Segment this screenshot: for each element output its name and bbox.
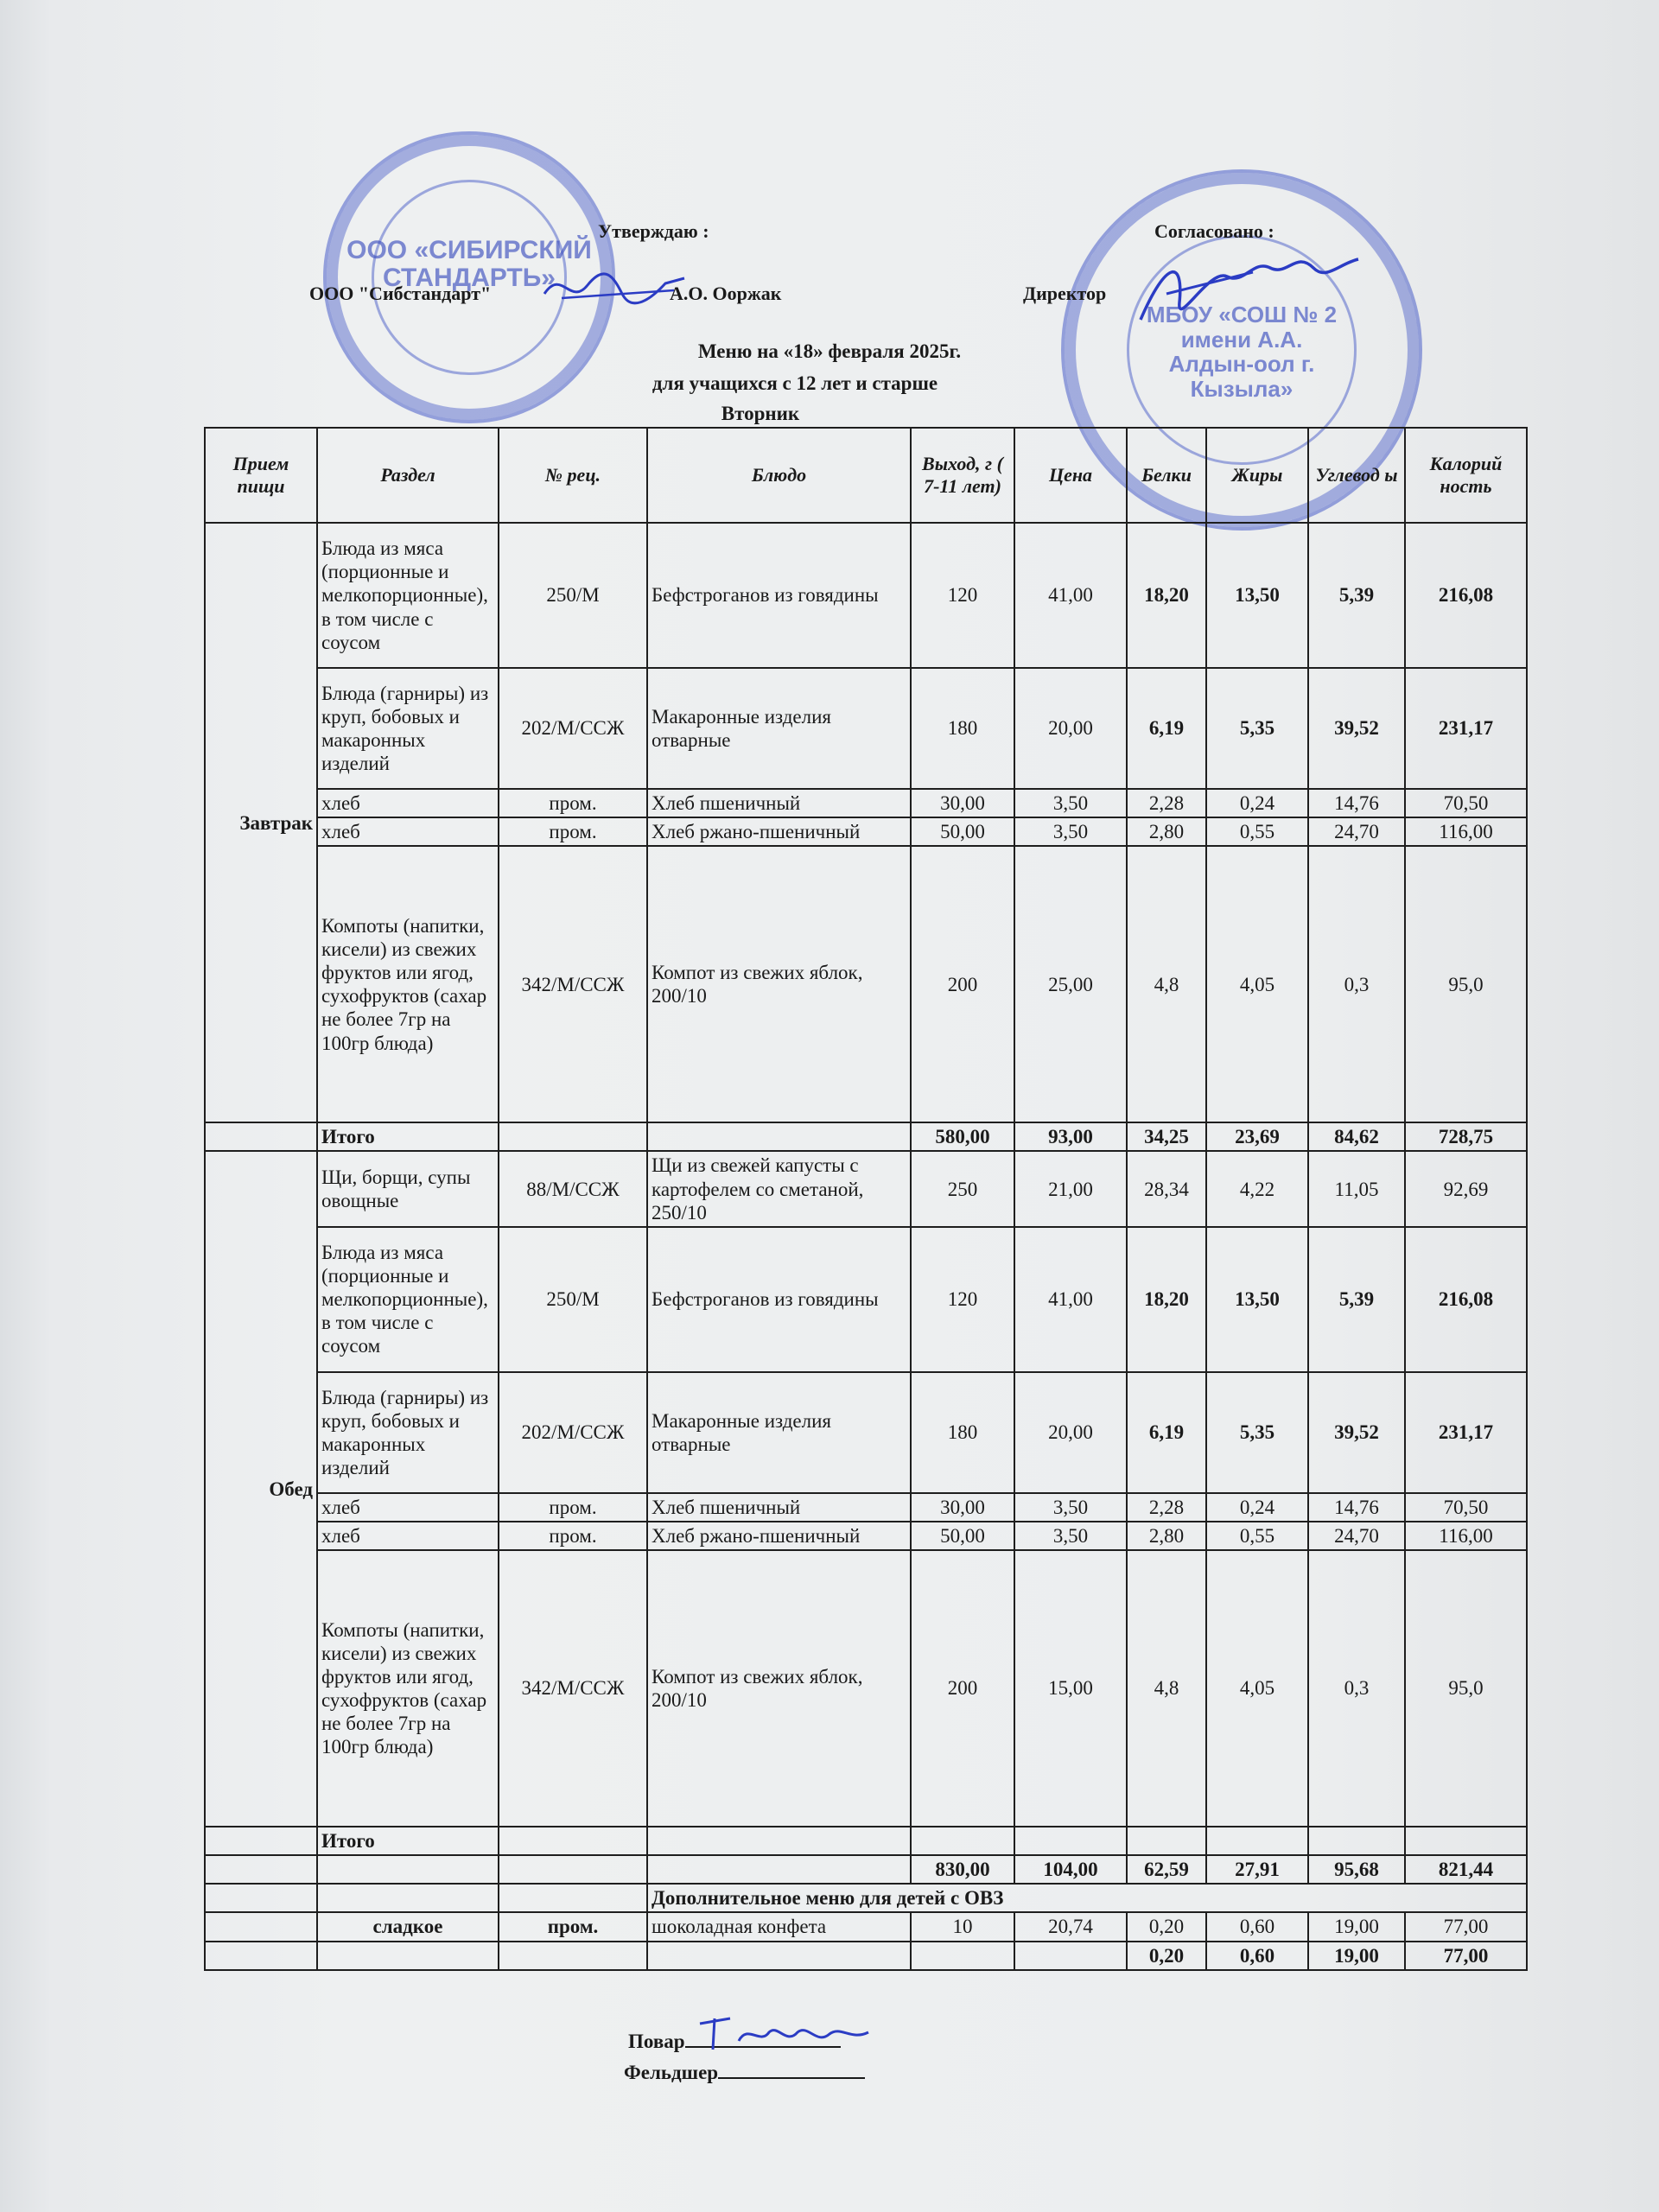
protein-cell: 4,8: [1127, 846, 1206, 1122]
total-carbs: 95,68: [1308, 1855, 1405, 1884]
total-label: Итого: [317, 1122, 499, 1151]
menu-title-age: для учащихся с 12 лет и старше: [652, 372, 938, 394]
header-cell: Цена: [1014, 428, 1127, 523]
calories-cell: 95,0: [1405, 1550, 1527, 1827]
protein-cell: 18,20: [1127, 523, 1206, 668]
lunch-total-row: [205, 1855, 1527, 1884]
total-fat: 0,60: [1206, 1942, 1308, 1970]
calories-cell: 95,0: [1405, 846, 1527, 1122]
section-cell: Компоты (напитки, кисели) из свежих фруктов или ягод, сухофруктов (сахар не более 7гр на 100гр блюда): [317, 1550, 499, 1827]
recipe-cell: 250/М: [499, 1227, 647, 1372]
calories-cell: 116,00: [1405, 1522, 1527, 1550]
section-cell: Блюда из мяса (порционные и мелкопорционные), в том числе с соусом: [317, 1227, 499, 1372]
yield-cell: 30,00: [911, 1493, 1014, 1522]
table-row: [205, 1912, 1527, 1941]
dish-cell: Компот из свежих яблок, 200/10: [647, 1550, 911, 1827]
total-fat: 27,91: [1206, 1855, 1308, 1884]
medic-signature-line: [718, 2077, 865, 2079]
protein-cell: 2,28: [1127, 1493, 1206, 1522]
recipe-cell: 202/М/ССЖ: [499, 1372, 647, 1493]
table-row: [205, 1493, 1527, 1522]
stamp-center-text: ООО «СИБИРСКИЙ СТАНДАРТЬ»: [346, 236, 592, 292]
calories-cell: 92,69: [1405, 1151, 1527, 1226]
recipe-cell: пром.: [499, 789, 647, 817]
price-cell: 3,50: [1014, 817, 1127, 846]
total-fat: 23,69: [1206, 1122, 1308, 1151]
carbs-cell: 0,3: [1308, 1550, 1405, 1827]
approver-signature: [536, 259, 691, 320]
dish-cell: Макаронные изделия отварные: [647, 1372, 911, 1493]
table-row: [205, 1227, 1527, 1372]
price-cell: 3,50: [1014, 1493, 1127, 1522]
yield-cell: 120: [911, 523, 1014, 668]
recipe-cell: 342/М/ССЖ: [499, 846, 647, 1122]
medic-label: Фельдшер: [624, 2062, 719, 2083]
calories-cell: 70,50: [1405, 1493, 1527, 1522]
carbs-cell: 14,76: [1308, 1493, 1405, 1522]
calories-cell: 116,00: [1405, 817, 1527, 846]
fat-cell: 4,05: [1206, 1550, 1308, 1827]
fat-cell: 0,24: [1206, 789, 1308, 817]
dish-cell: Бефстроганов из говядины: [647, 1227, 911, 1372]
approve-label: Утверждаю :: [598, 220, 709, 242]
agree-title: Директор: [1023, 283, 1107, 304]
carbs-cell: 24,70: [1308, 1522, 1405, 1550]
yield-cell: 50,00: [911, 1522, 1014, 1550]
protein-cell: 4,8: [1127, 1550, 1206, 1827]
carbs-cell: 0,3: [1308, 846, 1405, 1122]
carbs-cell: 14,76: [1308, 789, 1405, 817]
section-cell: Блюда из мяса (порционные и мелкопорционные), в том числе с соусом: [317, 523, 499, 668]
cook-signature: [696, 2006, 877, 2058]
lunch-total-label-row: [205, 1827, 1527, 1855]
fat-cell: 5,35: [1206, 1372, 1308, 1493]
header-cell: Жиры: [1206, 428, 1308, 523]
cook-label: Повар: [628, 2031, 685, 2052]
price-cell: 3,50: [1014, 789, 1127, 817]
header-cell: Углевод ы: [1308, 428, 1405, 523]
menu-table: [204, 427, 1528, 1971]
yield-cell: 200: [911, 846, 1014, 1122]
extra-menu-title: Дополнительное меню для детей с ОВЗ: [647, 1884, 1527, 1912]
header-cell: Блюдо: [647, 428, 911, 523]
total-calories: 821,44: [1405, 1855, 1527, 1884]
dish-cell: Щи из свежей капусты с картофелем со сметаной, 250/10: [647, 1151, 911, 1226]
yield-cell: 250: [911, 1151, 1014, 1226]
fat-cell: 4,22: [1206, 1151, 1308, 1226]
price-cell: 20,00: [1014, 1372, 1127, 1493]
yield-cell: 10: [911, 1912, 1014, 1941]
dish-cell: Хлеб пшеничный: [647, 1493, 911, 1522]
header-cell: № рец.: [499, 428, 647, 523]
dish-cell: Хлеб пшеничный: [647, 789, 911, 817]
header-cell: Выход, г ( 7-11 лет): [911, 428, 1014, 523]
calories-cell: 216,08: [1405, 523, 1527, 668]
approve-organization: ООО "Сибстандарт": [309, 283, 492, 304]
protein-cell: 28,34: [1127, 1151, 1206, 1226]
price-cell: 3,50: [1014, 1522, 1127, 1550]
section-cell: Компоты (напитки, кисели) из свежих фруктов или ягод, сухофруктов (сахар не более 7гр на 100гр блюда): [317, 846, 499, 1122]
recipe-cell: 88/М/ССЖ: [499, 1151, 647, 1226]
section-cell: хлеб: [317, 817, 499, 846]
extra-menu-title-row: [205, 1884, 1527, 1912]
carbs-cell: 19,00: [1308, 1912, 1405, 1941]
calories-cell: 70,50: [1405, 789, 1527, 817]
header-cell: Раздел: [317, 428, 499, 523]
total-yield: 830,00: [911, 1855, 1014, 1884]
fat-cell: 13,50: [1206, 523, 1308, 668]
medic-line: [624, 2062, 865, 2084]
yield-cell: 50,00: [911, 817, 1014, 846]
total-price: 93,00: [1014, 1122, 1127, 1151]
calories-cell: 77,00: [1405, 1912, 1527, 1941]
dish-cell: Хлеб ржано-пшеничный: [647, 1522, 911, 1550]
header-cell: Прием пищи: [205, 428, 317, 523]
total-carbs: 84,62: [1308, 1122, 1405, 1151]
table-row: [205, 668, 1527, 789]
header-cell: Белки: [1127, 428, 1206, 523]
extra-total-row: [205, 1942, 1527, 1970]
breakfast-total-row: [205, 1122, 1527, 1151]
section-cell: хлеб: [317, 789, 499, 817]
table-row: [205, 846, 1527, 1122]
total-protein: 62,59: [1127, 1855, 1206, 1884]
table-row: [205, 1372, 1527, 1493]
total-carbs: 19,00: [1308, 1942, 1405, 1970]
total-calories: 77,00: [1405, 1942, 1527, 1970]
protein-cell: 2,80: [1127, 817, 1206, 846]
yield-cell: 180: [911, 1372, 1014, 1493]
protein-cell: 2,80: [1127, 1522, 1206, 1550]
yield-cell: 180: [911, 668, 1014, 789]
menu-title-date: Меню на «18» февраля 2025г.: [697, 340, 962, 362]
section-cell: Щи, борщи, супы овощные: [317, 1151, 499, 1226]
price-cell: 41,00: [1014, 1227, 1127, 1372]
fat-cell: 0,55: [1206, 1522, 1308, 1550]
price-cell: 41,00: [1014, 523, 1127, 668]
price-cell: 20,00: [1014, 668, 1127, 789]
table-row: [205, 1151, 1527, 1226]
fat-cell: 4,05: [1206, 846, 1308, 1122]
yield-cell: 200: [911, 1550, 1014, 1827]
header-cell: Калорий ность: [1405, 428, 1527, 523]
fat-cell: 0,55: [1206, 817, 1308, 846]
table-row: [205, 1522, 1527, 1550]
recipe-cell: 342/М/ССЖ: [499, 1550, 647, 1827]
agree-label: Согласовано :: [1154, 220, 1274, 242]
total-price: 104,00: [1014, 1855, 1127, 1884]
director-signature: [1132, 242, 1365, 346]
fat-cell: 5,35: [1206, 668, 1308, 789]
section-cell: хлеб: [317, 1493, 499, 1522]
total-label: Итого: [317, 1827, 499, 1855]
yield-cell: 30,00: [911, 789, 1014, 817]
protein-cell: 6,19: [1127, 1372, 1206, 1493]
dish-cell: Хлеб ржано-пшеничный: [647, 817, 911, 846]
price-cell: 25,00: [1014, 846, 1127, 1122]
yield-cell: 120: [911, 1227, 1014, 1372]
dish-cell: Компот из свежих яблок, 200/10: [647, 846, 911, 1122]
table-header-row: [205, 428, 1527, 523]
recipe-cell: пром.: [499, 1522, 647, 1550]
carbs-cell: 24,70: [1308, 817, 1405, 846]
protein-cell: 2,28: [1127, 789, 1206, 817]
fat-cell: 0,60: [1206, 1912, 1308, 1941]
carbs-cell: 11,05: [1308, 1151, 1405, 1226]
table-row: [205, 523, 1527, 668]
carbs-cell: 5,39: [1308, 523, 1405, 668]
meal-label-lunch: Обед: [205, 1151, 317, 1827]
approve-name: А.О. Ооржак: [670, 283, 782, 304]
recipe-cell: пром.: [499, 1493, 647, 1522]
total-protein: 0,20: [1127, 1942, 1206, 1970]
recipe-cell: 250/М: [499, 523, 647, 668]
table-row: [205, 789, 1527, 817]
fat-cell: 13,50: [1206, 1227, 1308, 1372]
recipe-cell: 202/М/ССЖ: [499, 668, 647, 789]
carbs-cell: 39,52: [1308, 668, 1405, 789]
stamp-center-text: МБОУ «СОШ № 2 имени А.А. Алдын-оол г. Кызыла»: [1146, 302, 1338, 402]
carbs-cell: 39,52: [1308, 1372, 1405, 1493]
dish-cell: Бефстроганов из говядины: [647, 523, 911, 668]
table-row: [205, 817, 1527, 846]
calories-cell: 216,08: [1405, 1227, 1527, 1372]
protein-cell: 0,20: [1127, 1912, 1206, 1941]
table-row: [205, 1550, 1527, 1827]
protein-cell: 6,19: [1127, 668, 1206, 789]
section-cell: хлеб: [317, 1522, 499, 1550]
section-cell: Блюда (гарниры) из круп, бобовых и макаронных изделий: [317, 1372, 499, 1493]
section-cell: сладкое: [317, 1912, 499, 1941]
fat-cell: 0,24: [1206, 1493, 1308, 1522]
dish-cell: Макаронные изделия отварные: [647, 668, 911, 789]
carbs-cell: 5,39: [1308, 1227, 1405, 1372]
price-cell: 21,00: [1014, 1151, 1127, 1226]
calories-cell: 231,17: [1405, 1372, 1527, 1493]
total-yield: 580,00: [911, 1122, 1014, 1151]
recipe-cell: пром.: [499, 817, 647, 846]
dish-cell: шоколадная конфета: [647, 1912, 911, 1941]
total-calories: 728,75: [1405, 1122, 1527, 1151]
price-cell: 20,74: [1014, 1912, 1127, 1941]
price-cell: 15,00: [1014, 1550, 1127, 1827]
protein-cell: 18,20: [1127, 1227, 1206, 1372]
total-protein: 34,25: [1127, 1122, 1206, 1151]
calories-cell: 231,17: [1405, 668, 1527, 789]
meal-label-breakfast: Завтрак: [205, 523, 317, 1122]
recipe-cell: пром.: [499, 1912, 647, 1941]
menu-title-weekday: Вторник: [721, 403, 800, 424]
section-cell: Блюда (гарниры) из круп, бобовых и макаронных изделий: [317, 668, 499, 789]
